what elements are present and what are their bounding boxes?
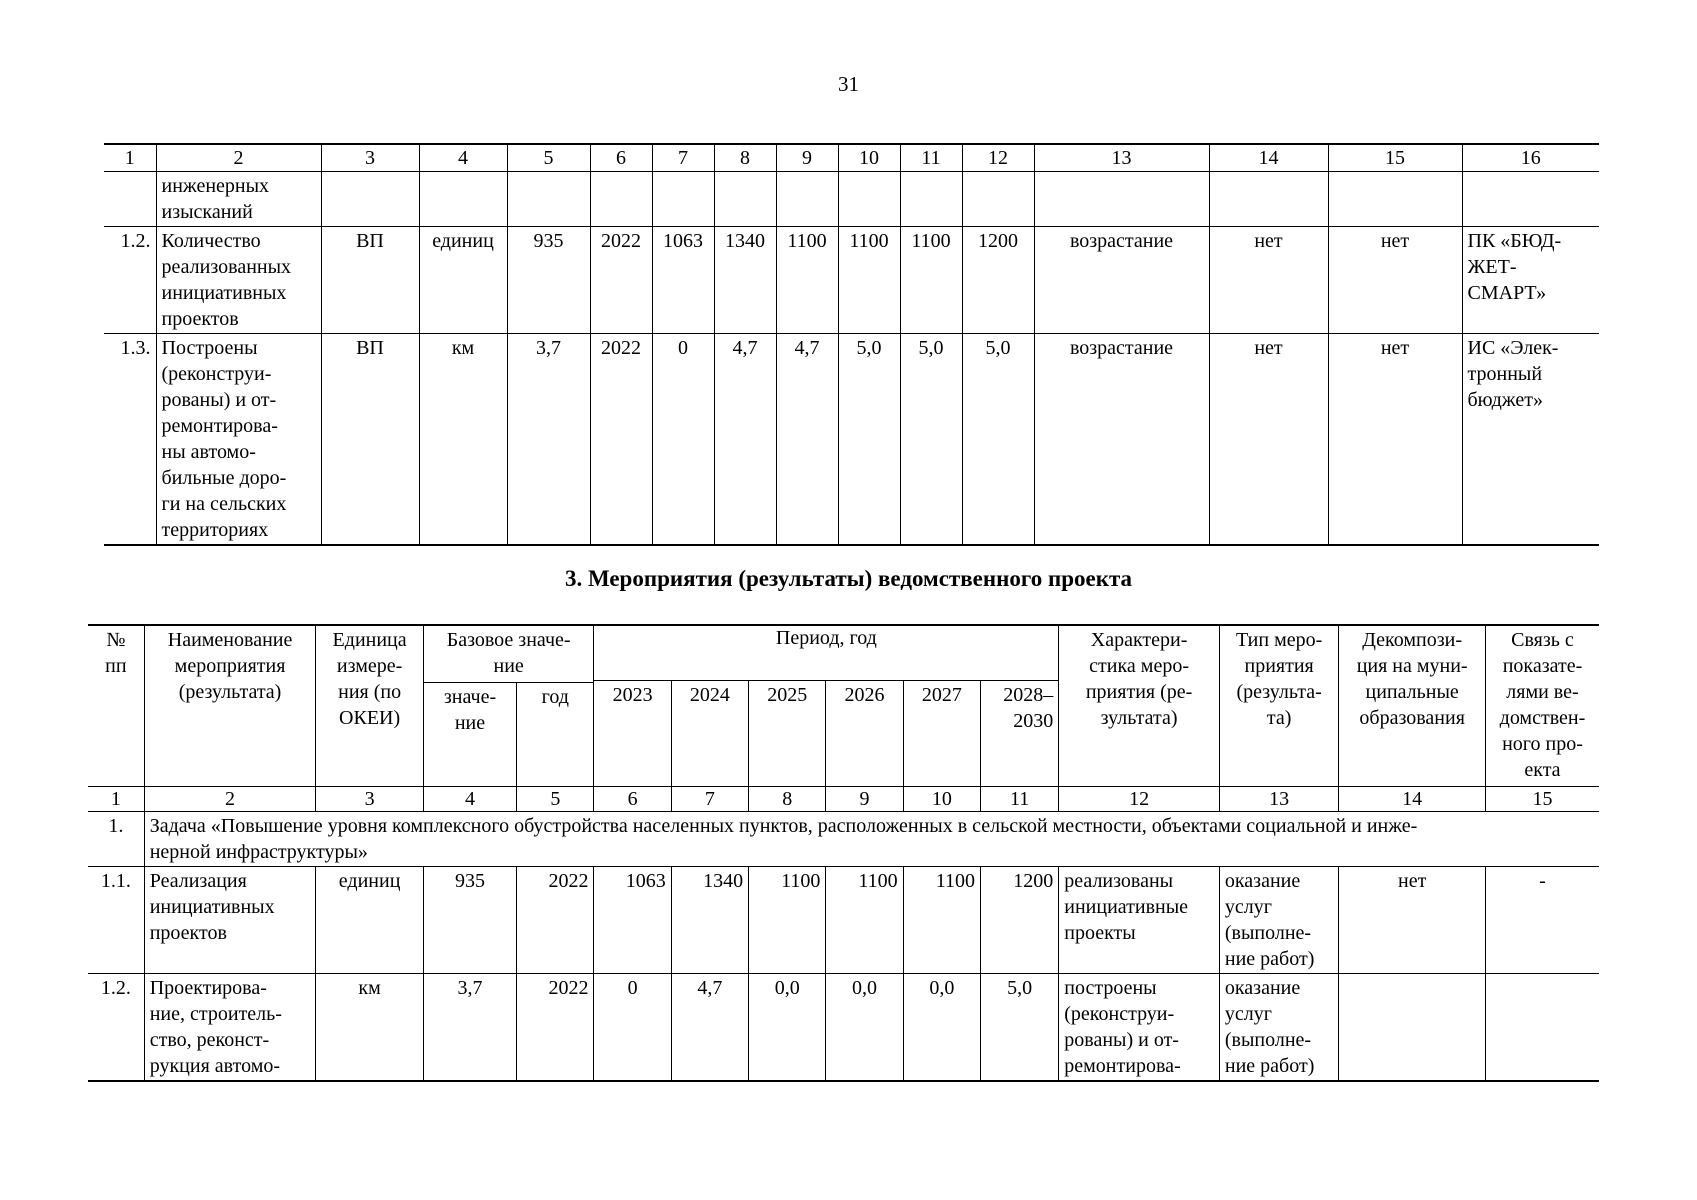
row-number: 1.2. bbox=[104, 227, 156, 334]
unit: единиц bbox=[419, 227, 507, 334]
value: 1340 bbox=[714, 227, 776, 334]
column-number: 14 bbox=[1209, 144, 1328, 172]
column-number: 9 bbox=[826, 787, 903, 812]
info-system: ПК «БЮД- ЖЕТ- СМАРТ» bbox=[1462, 227, 1599, 334]
column-number: 8 bbox=[749, 787, 826, 812]
value: 1100 bbox=[838, 227, 900, 334]
task-number: 1. bbox=[88, 812, 144, 867]
indicator-link: - bbox=[1485, 867, 1599, 974]
task-row bbox=[88, 812, 1599, 867]
value: 5,0 bbox=[962, 334, 1034, 546]
value: 0 bbox=[652, 334, 714, 546]
column-number: 13 bbox=[1034, 144, 1209, 172]
base-year: 2022 bbox=[517, 974, 594, 1082]
trend: возрастание bbox=[1034, 334, 1209, 546]
measure-type: оказание услуг (выполне- ние работ) bbox=[1219, 974, 1338, 1082]
value-2026: 0,0 bbox=[826, 974, 903, 1082]
value: 1100 bbox=[900, 227, 962, 334]
indicator-name: Количество реализованных инициативных проектов bbox=[156, 227, 321, 334]
value: 5,0 bbox=[838, 334, 900, 546]
column-number: 15 bbox=[1485, 787, 1599, 812]
column-number: 8 bbox=[714, 144, 776, 172]
value-2024: 4,7 bbox=[671, 974, 748, 1082]
value-2026: 1100 bbox=[826, 867, 903, 974]
characteristic: построены (реконструи- рованы) и от- ремонтирова- bbox=[1059, 974, 1220, 1082]
column-number: 16 bbox=[1462, 144, 1599, 172]
page-number: 31 bbox=[838, 72, 859, 96]
value-2024: 1340 bbox=[671, 867, 748, 974]
column-number: 7 bbox=[652, 144, 714, 172]
header-num: № пп bbox=[88, 625, 144, 787]
trend: возрастание bbox=[1034, 227, 1209, 334]
header-unit: Единица измере- ния (по ОКЕИ) bbox=[316, 625, 423, 787]
base-year: 2022 bbox=[590, 334, 652, 546]
column-number: 14 bbox=[1339, 787, 1486, 812]
value: 1200 bbox=[962, 227, 1034, 334]
header-type: Тип меро- приятия (результа- та) bbox=[1219, 625, 1338, 787]
column-number: 10 bbox=[903, 787, 980, 812]
value-2025: 0,0 bbox=[749, 974, 826, 1082]
header-period: Период, год bbox=[594, 625, 1059, 680]
table-row bbox=[104, 172, 1599, 227]
characteristic: реализованы инициативные проекты bbox=[1059, 867, 1220, 974]
value-2027: 0,0 bbox=[903, 974, 980, 1082]
column-number: 7 bbox=[671, 787, 748, 812]
flag: нет bbox=[1209, 227, 1328, 334]
column-number: 1 bbox=[88, 787, 144, 812]
base-value: 3,7 bbox=[423, 974, 516, 1082]
indicator-level: ВП bbox=[321, 227, 419, 334]
flag: нет bbox=[1209, 334, 1328, 546]
base-value: 3,7 bbox=[507, 334, 590, 546]
decomposition bbox=[1339, 974, 1486, 1082]
value: 1063 bbox=[652, 227, 714, 334]
column-number-row bbox=[88, 787, 1599, 812]
header-year: 2025 bbox=[749, 680, 826, 787]
header-year: 2028– 2030 bbox=[980, 680, 1058, 787]
column-number: 10 bbox=[838, 144, 900, 172]
header-year: 2023 bbox=[594, 680, 671, 787]
column-number: 11 bbox=[900, 144, 962, 172]
measures-table bbox=[88, 624, 1599, 1082]
column-number: 6 bbox=[590, 144, 652, 172]
value: 1100 bbox=[776, 227, 838, 334]
column-number: 1 bbox=[104, 144, 156, 172]
task-text: Задача «Повышение уровня комплексного обустройства населенных пунктов, расположенных в сельской местности, объектами социальной и инже- нерной инфраструктуры» bbox=[144, 812, 1599, 867]
base-value: 935 bbox=[423, 867, 516, 974]
base-value: 935 bbox=[507, 227, 590, 334]
unit: км bbox=[316, 974, 423, 1082]
base-year: 2022 bbox=[590, 227, 652, 334]
column-number: 3 bbox=[321, 144, 419, 172]
value-2025: 1100 bbox=[749, 867, 826, 974]
flag: нет bbox=[1328, 334, 1462, 546]
decomposition: нет bbox=[1339, 867, 1486, 974]
value: 4,7 bbox=[776, 334, 838, 546]
header-base-year: год bbox=[517, 683, 594, 787]
value-2028-2030: 5,0 bbox=[980, 974, 1058, 1082]
measure-name: Проектирова- ние, строитель- ство, реконст- рукция автомо- bbox=[144, 974, 316, 1082]
value-2023: 1063 bbox=[594, 867, 671, 974]
header-name: Наименование мероприятия (результата) bbox=[144, 625, 316, 787]
value: 5,0 bbox=[900, 334, 962, 546]
header-year: 2026 bbox=[826, 680, 903, 787]
header-base: Базовое значе- ние bbox=[423, 625, 594, 680]
column-number: 11 bbox=[980, 787, 1058, 812]
header-year: 2027 bbox=[903, 680, 980, 787]
value-2027: 1100 bbox=[903, 867, 980, 974]
column-number: 3 bbox=[316, 787, 423, 812]
indicators-table bbox=[104, 143, 1599, 546]
column-number: 4 bbox=[419, 144, 507, 172]
value-2023: 0 bbox=[594, 974, 671, 1082]
column-number: 15 bbox=[1328, 144, 1462, 172]
unit: единиц bbox=[316, 867, 423, 974]
column-number: 4 bbox=[423, 787, 516, 812]
header-link: Связь с показате- лями ве- домствен- ного про- екта bbox=[1485, 625, 1599, 787]
row-number: 1.3. bbox=[104, 334, 156, 546]
header-year: 2024 bbox=[671, 680, 748, 787]
section-title: 3. Мероприятия (результаты) ведомственного проекта bbox=[564, 566, 1133, 591]
value: 4,7 bbox=[714, 334, 776, 546]
value-2028-2030: 1200 bbox=[980, 867, 1058, 974]
indicator-name: Построены (реконструи- рованы) и от- ремонтирова- ны автомо- бильные доро- ги на сельских территориях bbox=[156, 334, 321, 546]
table-row bbox=[104, 334, 1599, 546]
indicator-link bbox=[1485, 974, 1599, 1082]
measure-type: оказание услуг (выполне- ние работ) bbox=[1219, 867, 1338, 974]
column-number: 2 bbox=[156, 144, 321, 172]
unit: км bbox=[419, 334, 507, 546]
row-number: 1.2. bbox=[88, 974, 144, 1082]
row-number: 1.1. bbox=[88, 867, 144, 974]
column-number: 12 bbox=[962, 144, 1034, 172]
info-system: ИС «Элек- тронный бюджет» bbox=[1462, 334, 1599, 546]
measure-name: Реализация инициативных проектов bbox=[144, 867, 316, 974]
column-number-row bbox=[104, 144, 1599, 172]
table-row bbox=[104, 227, 1599, 334]
column-number: 9 bbox=[776, 144, 838, 172]
column-number: 13 bbox=[1219, 787, 1338, 812]
indicator-level: ВП bbox=[321, 334, 419, 546]
column-number: 12 bbox=[1059, 787, 1220, 812]
header-characteristic: Характери- стика меро- приятия (ре- зультата) bbox=[1059, 625, 1220, 787]
header-base-value: значе- ние bbox=[423, 683, 516, 787]
flag: нет bbox=[1328, 227, 1462, 334]
base-year: 2022 bbox=[517, 867, 594, 974]
indicator-name: инженерных изысканий bbox=[156, 172, 321, 227]
table-row bbox=[88, 867, 1599, 974]
column-number: 6 bbox=[594, 787, 671, 812]
header-decomposition: Декомпози- ция на муни- ципальные образования bbox=[1339, 625, 1486, 787]
header-row bbox=[88, 625, 1599, 680]
table-row bbox=[88, 974, 1599, 1082]
column-number: 2 bbox=[144, 787, 316, 812]
column-number: 5 bbox=[517, 787, 594, 812]
column-number: 5 bbox=[507, 144, 590, 172]
